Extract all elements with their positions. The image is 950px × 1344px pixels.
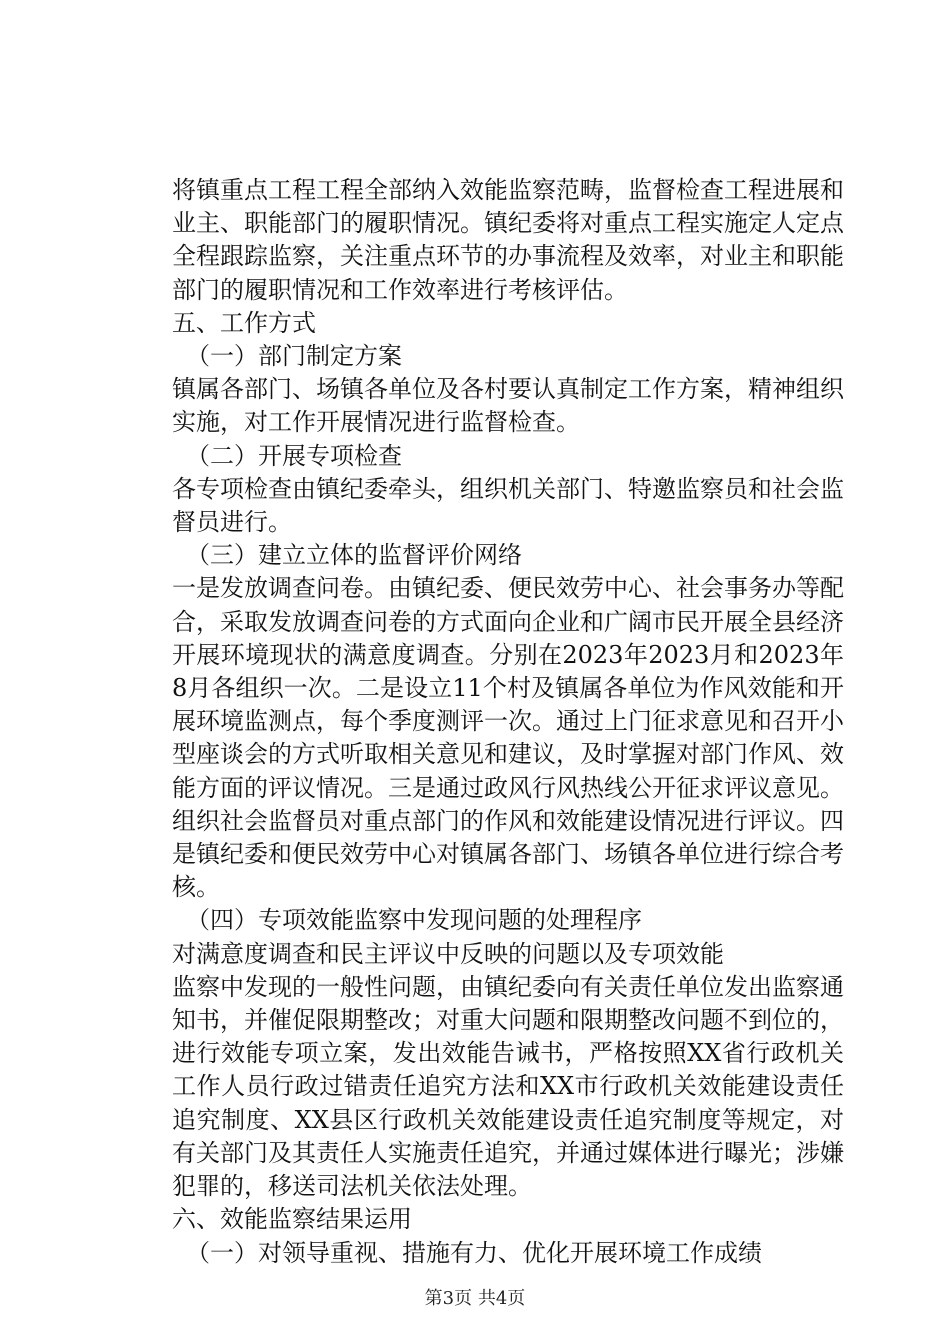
paragraph-problem-handling: 监察中发现的一般性问题，由镇纪委向有关责任单位发出监察通知书，并催促限期整改；对重大问题和限期整改问题不到位的，进行效能专项立案，发出效能告诫书，严格按照XX省行政机关工作人员行政过错责任追究方法和XX市行政机关效能建设责任追究制度、XX县区行政机关效能建设责任追究制度等规定，对有关部门及其责任人实施责任追究，并通过媒体进行曝光；涉嫌犯罪的，移送司法机关依法处理。 [172,972,844,1201]
subheading-special-inspection: （二）开展专项检查 [186,441,402,470]
paragraph-department-plans: 镇属各部门、场镇各单位及各村要认真制定工作方案，精神组织实施，对工作开展情况进行监督检查。 [172,375,844,437]
paragraph-evaluation-network: 一是发放调查问卷。由镇纪委、便民效劳中心、社会事务办等配合，采取发放调查问卷的方式面向企业和广阔市民开展全县经济开展环境现状的满意度调查。分别在2023年2023月和2023年8月各组织一次。二是设立11个村及镇属各单位为作风效能和开展环境监测点，每个季度测评一次。通过上门征求意见和召开小型座谈会的方式听取相关意见和建议，及时掌握对部门作风、效能方面的评议情况。三是通过政风行风热线公开征求评议意见。组织社会监督员对重点部门的作风和效能建设情况进行评议。四是镇纪委和便民效劳中心对镇属各部门、场镇各单位进行综合考核。 [172,574,844,902]
subheading-department-plans: （一）部门制定方案 [186,342,402,371]
subheading-commendation: （一）对领导重视、措施有力、优化开展环境工作成绩 [186,1238,762,1267]
subheading-problem-handling: （四）专项效能监察中发现问题的处理程序 [186,906,642,935]
paragraph-key-projects: 将镇重点工程工程全部纳入效能监察范畴，监督检查工程进展和业主、职能部门的履职情况。镇纪委将对重点工程实施定人定点全程跟踪监察，关注重点环节的办事流程及效率，对业主和职能部门的履职情况和工作效率进行考核评估。 [172,176,844,304]
page-footer: 第3页 共4页 [424,1288,526,1309]
heading-work-methods: 五、工作方式 [172,308,316,337]
heading-results-application: 六、效能监察结果运用 [172,1205,412,1234]
paragraph-problem-handling-intro: 对满意度调查和民主评议中反映的问题以及专项效能 [172,939,724,968]
subheading-evaluation-network: （三）建立立体的监督评价网络 [186,541,522,570]
paragraph-special-inspection: 各专项检查由镇纪委牵头，组织机关部门、特邀监察员和社会监督员进行。 [172,474,844,537]
document-body [172,174,844,1270]
